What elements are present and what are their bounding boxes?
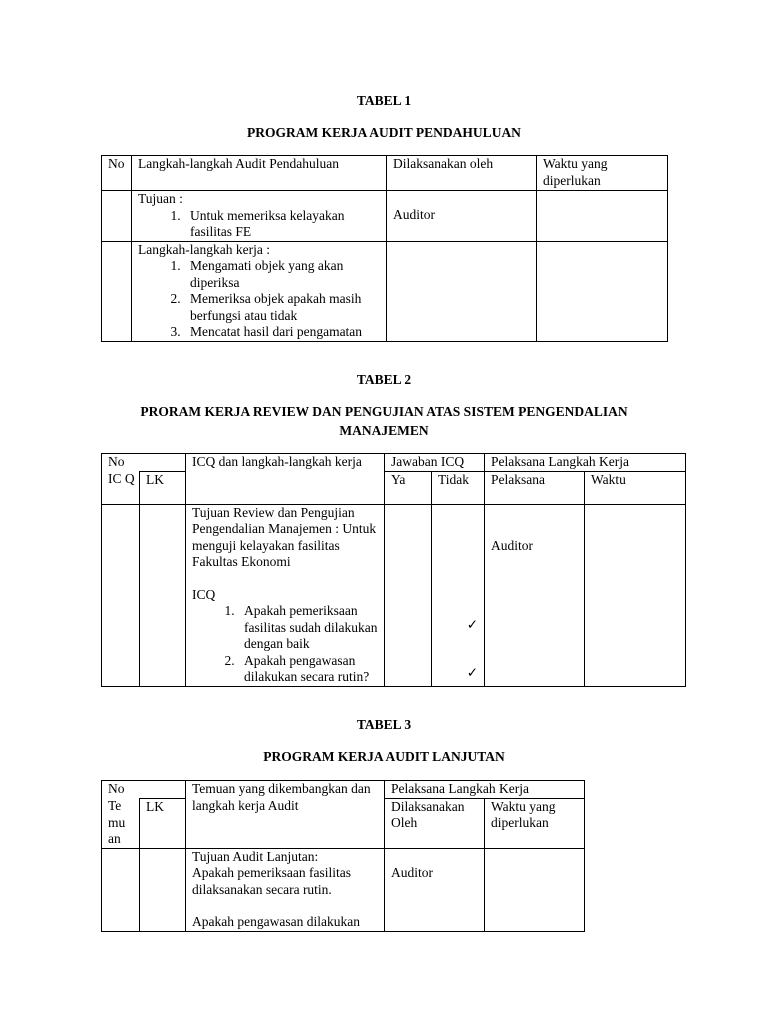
cell-waktu bbox=[537, 191, 668, 242]
header-pelaksana: Pelaksana bbox=[485, 471, 585, 504]
header-lk: LK bbox=[140, 471, 186, 504]
cell-temuan bbox=[102, 848, 140, 931]
header-temuan-short: Te mu an bbox=[102, 798, 140, 848]
cell-waktu bbox=[537, 241, 668, 341]
cell-tidak bbox=[432, 504, 485, 686]
list-item: 2. Memeriksa objek apakah masih berfungsi atau tidak bbox=[184, 291, 386, 324]
cell-lk bbox=[140, 848, 186, 931]
pelaksana-value: Auditor bbox=[391, 864, 433, 880]
cell-pelaksana bbox=[387, 191, 537, 242]
tabel1-subtitle: PROGRAM KERJA AUDIT PENDAHULUAN bbox=[247, 125, 521, 140]
cell-langkah bbox=[132, 241, 387, 341]
table-header-row bbox=[102, 454, 686, 472]
cell-no bbox=[102, 191, 132, 242]
header-icq-langkah: ICQ dan langkah-langkah kerja bbox=[186, 454, 385, 505]
header-tidak: Tidak bbox=[432, 471, 485, 504]
list-item: 1. Mengamati objek yang akan diperiksa bbox=[184, 258, 386, 291]
header-temuan: Temuan yang dikembangkan dan langkah kerja Audit bbox=[186, 781, 385, 849]
cell-pelaksana bbox=[485, 504, 585, 686]
header-ya: Ya bbox=[385, 471, 432, 504]
header-dilaksanakan: Dilaksanakan Oleh bbox=[385, 798, 485, 848]
header-no: No bbox=[102, 781, 186, 799]
tabel2-subtitle: PRORAM KERJA REVIEW DAN PENGUJIAN ATAS SISTEM PENGENDALIAN MANAJEMEN bbox=[140, 404, 628, 438]
tabel3-subtitle: PROGRAM KERJA AUDIT LANJUTAN bbox=[263, 749, 505, 764]
pelaksana-value: Auditor bbox=[491, 537, 534, 553]
tujuan-label: Tujuan : bbox=[138, 191, 183, 206]
list-item: 1. Untuk memeriksa kelayakan fasilitas FE bbox=[184, 208, 386, 241]
tujuan-text: Apakah pemeriksaan fasilitas dilaksanakan secara rutin. bbox=[192, 865, 351, 897]
tujuan-text: Tujuan Review dan Pengujian Pengendalian Manajemen : Untuk menguji kelayakan fasilitas Fakultas Ekonomi bbox=[192, 504, 377, 569]
header-waktu: Waktu yang diperlukan bbox=[537, 156, 668, 191]
cell-content bbox=[186, 504, 385, 686]
header-langkah: Langkah-langkah Audit Pendahuluan bbox=[132, 156, 387, 191]
tabel3-title: TABEL 3 bbox=[356, 717, 412, 732]
header-jawaban: Jawaban ICQ bbox=[385, 454, 485, 472]
cell-tujuan bbox=[132, 191, 387, 242]
list-item: 1. Apakah pemeriksaan fasilitas sudah dilakukan dengan baik bbox=[238, 603, 384, 653]
header-waktu: Waktu bbox=[585, 471, 686, 504]
tabel2-title: TABEL 2 bbox=[356, 372, 412, 387]
tabel1-title: TABEL 1 bbox=[356, 93, 412, 108]
header-pelaksana-langkah: Pelaksana Langkah Kerja bbox=[385, 781, 585, 799]
table-header-row bbox=[102, 781, 585, 799]
checkmark-icon: ✓ bbox=[466, 616, 479, 632]
cell-no bbox=[102, 241, 132, 341]
checkmark-icon: ✓ bbox=[466, 665, 479, 680]
list-item: 3. Mencatat hasil dari pengamatan bbox=[184, 324, 386, 341]
tujuan-label: Tujuan Audit Lanjutan: bbox=[192, 848, 319, 864]
table-row bbox=[102, 191, 668, 242]
table-header-row bbox=[102, 156, 668, 191]
list-item: 2. Apakah pengawasan dilakukan secara rutin? bbox=[238, 653, 384, 686]
cell-pelaksana bbox=[387, 241, 537, 341]
tabel2-table bbox=[101, 453, 686, 687]
icq-label: ICQ bbox=[192, 586, 216, 602]
cell-waktu bbox=[485, 848, 585, 931]
pelaksana-value: Auditor bbox=[393, 207, 435, 222]
table-row bbox=[102, 504, 686, 686]
cell-lk bbox=[140, 504, 186, 686]
pengawasan-text: Apakah pengawasan dilakukan bbox=[192, 914, 360, 929]
cell-ya bbox=[385, 504, 432, 686]
cell-content bbox=[186, 848, 385, 931]
tabel1-table bbox=[101, 155, 668, 342]
header-no: No bbox=[102, 156, 132, 191]
header-icq: IC Q bbox=[102, 471, 140, 504]
langkah-label: Langkah-langkah kerja : bbox=[138, 241, 270, 257]
header-lk: LK bbox=[140, 798, 186, 848]
cell-icq bbox=[102, 504, 140, 686]
header-dilaksanakan: Dilaksanakan oleh bbox=[387, 156, 537, 191]
table-row bbox=[102, 241, 668, 341]
header-pelaksana-langkah: Pelaksana Langkah Kerja bbox=[485, 454, 686, 472]
cell-waktu bbox=[585, 504, 686, 686]
tabel3-table bbox=[101, 780, 585, 932]
table-row bbox=[102, 848, 585, 931]
header-waktu: Waktu yang diperlukan bbox=[485, 798, 585, 848]
cell-pelaksana bbox=[385, 848, 485, 931]
header-no: No bbox=[102, 454, 186, 472]
